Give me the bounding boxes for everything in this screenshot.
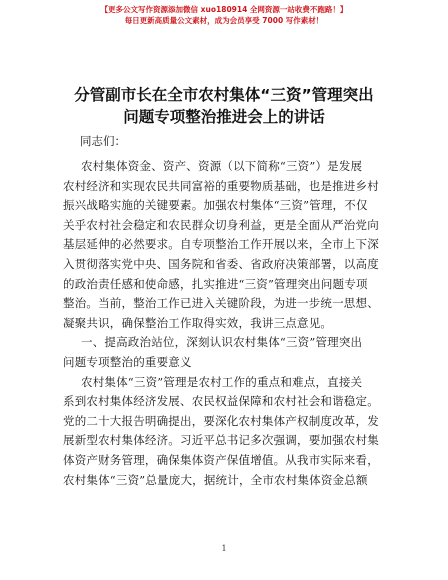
paragraph-line: 基层延伸的必然要求。自专项整治工作开展以来，全市上下深 — [63, 237, 379, 252]
paragraph-line: 一、提高政治站位，深刻认识农村集体“三资”管理突出 — [81, 335, 363, 350]
document-title — [0, 84, 448, 128]
paragraph-line: 展新型农村集体经济。习近平总书记多次强调，要加强农村集 — [63, 433, 379, 448]
paragraph-line: 整治。当前，整治工作已进入关键阶段，为进一步统一思想、 — [63, 296, 379, 311]
document-title-line-2: 问题专项整治推进会上的讲话 — [123, 108, 325, 126]
paragraph-line: 党的二十大报告明确提出，要深化农村集体产权制度改革，发 — [63, 413, 379, 428]
promo-banner-line-2: 每日更新高质量公文素材，成为会员享受 7000 写作素材！ — [124, 16, 324, 25]
paragraph-line: 关乎农村社会稳定和农民群众切身利益，更是全面从严治党向 — [63, 217, 379, 232]
document-body — [63, 157, 385, 490]
paragraph — [63, 333, 385, 372]
paragraph-line: 体资产财务管理，确保集体资产保值增值。从我市实际来看， — [63, 452, 379, 467]
paragraph — [63, 157, 385, 333]
document-title-line-1: 分管副市长在全市农村集体“三资”管理突出 — [74, 86, 374, 104]
promo-banner — [0, 4, 448, 26]
paragraph-line: 的政治责任感和使命感，扎实推进“三资”管理突出问题专项 — [63, 276, 368, 291]
paragraph-line: 问题专项整治的重要意义 — [63, 354, 192, 369]
promo-banner-line-1: 【更多公文写作资源添加微信 xuo180914 全网资源一站收费不跑路！】 — [100, 5, 348, 14]
paragraph-line: 凝聚共识，确保整治工作取得实效，我讲三点意见。 — [63, 315, 333, 330]
paragraph-line: 农村集体“三资”管理是农村工作的重点和难点，直接关 — [81, 374, 363, 389]
salutation: 同志们： — [80, 134, 126, 148]
paragraph-line: 农村经济和实现农民共同富裕的重要物质基础，也是推进乡村 — [63, 178, 379, 193]
paragraph-line: 系到农村集体经济发展、农民权益保障和农村社会和谐稳定。 — [63, 394, 379, 409]
paragraph-line: 农村集体“三资”总量庞大，据统计，全市农村集体资金总额 — [63, 472, 368, 487]
paragraph-line: 入贯彻落实党中央、国务院和省委、省政府决策部署，以高度 — [63, 256, 379, 271]
paragraph-line: 振兴战略实施的关键要素。加强农村集体“三资”管理，不仅 — [63, 198, 368, 213]
paragraph — [63, 373, 385, 491]
page-number: 1 — [221, 544, 227, 553]
paragraph-line: 农村集体资金、资产、资源（以下简称“三资”）是发展 — [81, 159, 363, 173]
